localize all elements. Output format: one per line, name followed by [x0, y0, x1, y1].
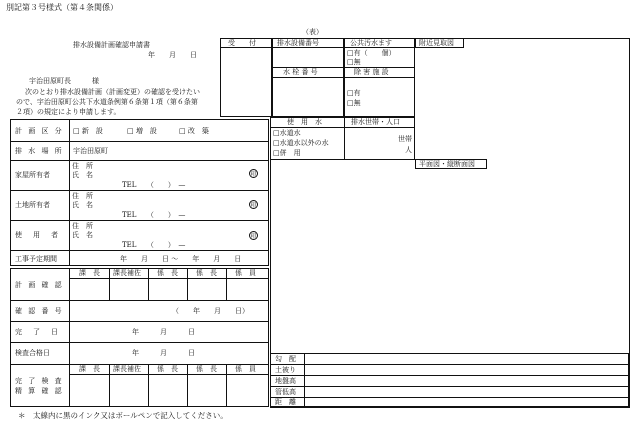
- use-water-label: 使 用 水: [287, 118, 322, 126]
- role-subsection-chief-2: 係 長: [196, 269, 217, 277]
- pretreatment-yes-checkbox[interactable]: □有: [347, 89, 361, 97]
- grade-table: [270, 353, 629, 407]
- house-owner-name-label: 氏 名: [72, 171, 93, 179]
- land-owner-label: 土地所有者: [15, 201, 50, 209]
- plan-confirmation-label: 計 画 確 認: [15, 281, 64, 289]
- receipt-box[interactable]: [220, 38, 272, 117]
- intro-line-3: ２項）の規定により申請します。: [16, 108, 121, 116]
- footnote: ＊ 太線内に黒のインク又はボールペンで記入してください。: [18, 411, 228, 420]
- role-subsection-chief-1: 係 長: [157, 269, 178, 277]
- role-deputy-chief-2: 課長補佐: [113, 365, 141, 373]
- public-sewer-label: 公共汚水ます: [350, 39, 392, 47]
- confirmation-number-label: 確 認 番 号: [15, 307, 64, 315]
- form-number: 別記第３号様式（第４条関係）: [6, 3, 118, 12]
- vicinity-map-label: 附近見取図: [419, 39, 454, 47]
- plan-type-label: 計 画 区 分: [15, 127, 64, 135]
- role-staff-2: 係 員: [235, 365, 256, 373]
- user-name-label: 氏 名: [72, 231, 93, 239]
- confirmation-number-date[interactable]: （ 年 月 日）: [172, 307, 249, 315]
- grade-row-slope: 勾 配: [275, 355, 296, 363]
- role-deputy-chief: 課長補佐: [113, 269, 141, 277]
- tap-water-checkbox[interactable]: □水道水: [273, 129, 301, 137]
- land-owner-seal-icon: 印: [250, 202, 257, 209]
- land-owner-name-label: 氏 名: [72, 201, 93, 209]
- grade-row-ground-level: 地盤高: [275, 377, 296, 385]
- side-indicator: （表）: [302, 28, 323, 36]
- intro-line-1: 次のとおり排水設備計画（計画変更）の確認を受けたい: [25, 88, 200, 96]
- drainage-location-label: 排 水 場 所: [15, 147, 64, 155]
- completion-inspection-label: 完 了 検 査: [15, 377, 64, 385]
- intro-line-2: ので、宇治田原町公共下水道条例第６条第１項（第６条第: [16, 98, 198, 106]
- construction-period-value[interactable]: 年 月 日 〜 年 月 日: [120, 255, 242, 263]
- drainage-location-value[interactable]: 宇治田原町: [73, 147, 108, 155]
- non-tap-water-checkbox[interactable]: □水道水以外の水: [273, 139, 329, 147]
- application-title: 排水設備計画確認申請書: [73, 41, 150, 49]
- role-subsection-chief-4: 係 長: [196, 365, 217, 373]
- user-seal-icon: 印: [250, 233, 257, 240]
- completion-date-value[interactable]: 年 月 日: [132, 328, 195, 336]
- inspection-pass-date-label: 検査合格日: [15, 349, 50, 357]
- role-subsection-chief-3: 係 長: [157, 365, 178, 373]
- persons-unit: 人: [405, 146, 412, 154]
- construction-period-label: 工事予定期間: [15, 255, 57, 263]
- rebuild-checkbox[interactable]: □ 改 築: [179, 127, 209, 135]
- sewer-yes-checkbox[interactable]: □有（ 個）: [347, 49, 396, 57]
- sewer-no-checkbox[interactable]: □無: [347, 58, 361, 66]
- grade-row-distance: 距 離: [275, 398, 296, 406]
- user-tel[interactable]: TEL （ ） —: [122, 241, 186, 249]
- house-owner-tel[interactable]: TEL （ ） —: [122, 181, 186, 189]
- grade-row-pipe-level: 管低高: [275, 388, 296, 396]
- inspection-pass-date-value[interactable]: 年 月 日: [132, 349, 195, 357]
- user-label: 使 用 者: [15, 231, 60, 239]
- user-address-label: 住 所: [72, 222, 93, 230]
- drainage-number-label: 排水設備番号: [277, 39, 319, 47]
- house-owner-label: 家屋所有者: [15, 171, 50, 179]
- plan-drawing-label: 平面図・縦断面図: [419, 160, 475, 168]
- pretreatment-no-checkbox[interactable]: □無: [347, 99, 361, 107]
- land-owner-address-label: 住 所: [72, 192, 93, 200]
- household-label: 排水世帯・人口: [351, 118, 400, 126]
- house-owner-address-label: 住 所: [72, 162, 93, 170]
- role-staff: 係 員: [235, 269, 256, 277]
- completion-date-label: 完 了 日: [15, 328, 60, 336]
- households-unit: 世帯: [398, 135, 412, 143]
- meter-number-label: 水 栓 番 号: [283, 68, 318, 76]
- combined-water-checkbox[interactable]: □併 用: [273, 149, 301, 157]
- pretreatment-label: 除 害 施 設: [354, 68, 389, 76]
- application-date: 年 月 日: [148, 51, 197, 59]
- new-construction-checkbox[interactable]: □ 新 設: [73, 127, 103, 135]
- house-owner-seal-icon: 印: [250, 171, 257, 178]
- role-section-chief: 課 長: [79, 269, 100, 277]
- receipt-label: 受 付: [228, 39, 256, 47]
- settlement-confirmation-label: 精 算 確 認: [15, 387, 64, 395]
- mayor-addressee: 宇治田原町長 様: [29, 77, 99, 85]
- land-owner-tel[interactable]: TEL （ ） —: [122, 211, 186, 219]
- extension-checkbox[interactable]: □ 増 設: [127, 127, 157, 135]
- grade-row-cover: 土被り: [275, 366, 296, 374]
- role-section-chief-2: 課 長: [79, 365, 100, 373]
